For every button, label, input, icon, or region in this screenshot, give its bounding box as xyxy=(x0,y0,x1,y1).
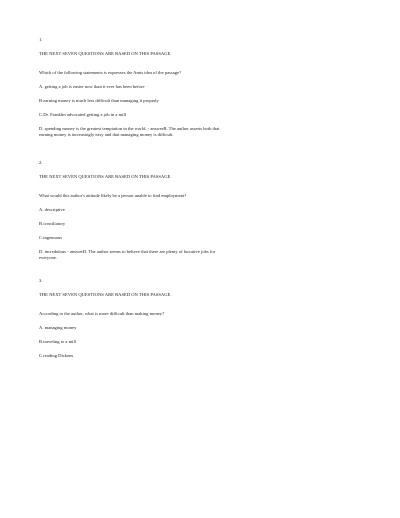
question-prompt: What would this author's attitude likely be a person unable to find employment? xyxy=(39,193,187,198)
question-number: 2. xyxy=(39,160,43,165)
question-1 xyxy=(39,37,239,139)
option-a: A. getting a job is easier now than it ever has been before xyxy=(39,84,145,89)
question-number: 3. xyxy=(39,278,43,283)
option-c: C.reading Dickens xyxy=(39,353,74,358)
passage-header: THE NEXT SEVEN QUESTIONS ARE BASED ON THIS PASSAGE. xyxy=(39,292,172,297)
passage-header: THE NEXT SEVEN QUESTIONS ARE BASED ON THIS PASSAGE. xyxy=(39,51,172,56)
option-d-answer: D. spending money is the greatest temptation in the world. - answerB. The author asserts both that earning money is increasingly easy and that managing money is difficult. xyxy=(39,126,220,138)
option-b: B.traveling to a mill xyxy=(39,339,76,344)
option-c: C.Dr. Franklin advocated getting a job in a mill xyxy=(39,112,127,117)
question-prompt: According to the author, what is more difficult than making money? xyxy=(39,311,165,316)
question-number: 1. xyxy=(39,37,43,42)
option-d-answer: D. incredulous - answerD. The author seems to believe that there are plenty of lucrative jobs for everyone. xyxy=(39,249,216,261)
passage-header: THE NEXT SEVEN QUESTIONS ARE BASED ON THIS PASSAGE. xyxy=(39,174,172,179)
option-a: A. descriptive xyxy=(39,207,65,212)
question-prompt: Which of the following statements is expresses the Amis idea of the passage? xyxy=(39,70,182,75)
question-2 xyxy=(39,160,239,262)
option-c: C.ingenuous xyxy=(39,235,63,240)
question-3 xyxy=(39,278,239,359)
option-b: B.earning money is much less difficult than managing it properly xyxy=(39,98,159,103)
option-b: B.conciliatory xyxy=(39,221,66,226)
option-a: A. managing money xyxy=(39,325,77,330)
